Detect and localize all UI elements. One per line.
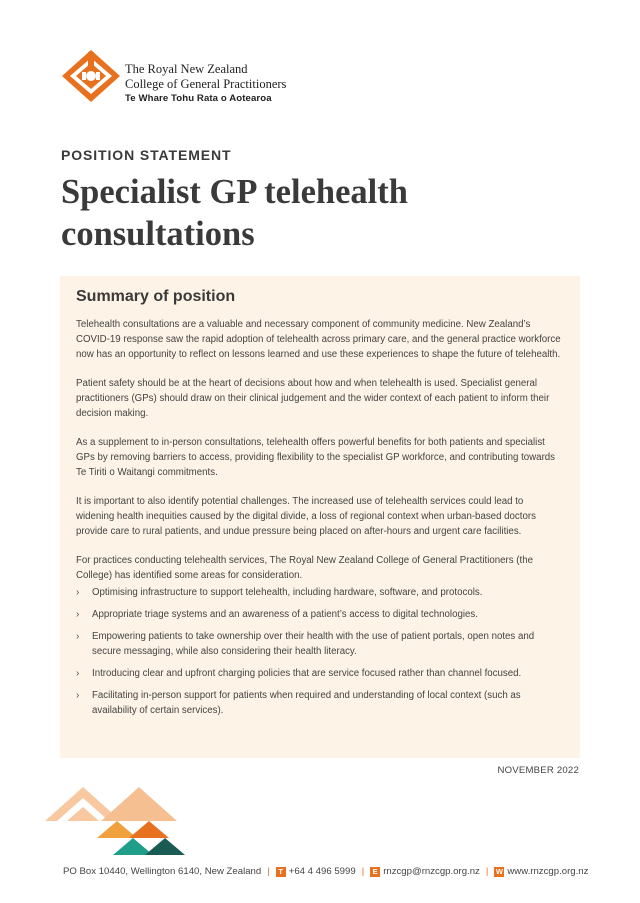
list-item [76, 666, 564, 681]
list-item-text: Optimising infrastructure to support telehealth, including hardware, software, and protocols. [92, 587, 483, 598]
chevron-right-icon: › [76, 631, 80, 642]
footer-separator: | [267, 866, 270, 877]
chevron-right-icon: › [76, 690, 80, 701]
list-item [76, 629, 564, 659]
list-item-text: Facilitating in-person support for patients when required and understanding of local context (such as availability of certain services). [92, 690, 521, 716]
list-item-text: Appropriate triage systems and an awareness of a patient’s access to digital technologies. [92, 609, 478, 620]
document-kicker: POSITION STATEMENT [61, 147, 232, 163]
list-item-text: Empowering patients to take ownership over their health with the use of patient portals, open notes and secure messaging, while also considering their health literacy. [92, 631, 535, 657]
phone-icon: T [276, 867, 286, 877]
list-item [76, 688, 564, 718]
org-name [125, 62, 286, 106]
footer-separator: | [485, 866, 489, 877]
consideration-list [76, 585, 564, 718]
list-item-text: Introducing clear and upfront charging policies that are service focused rather than channel focused. [92, 668, 522, 679]
footer-email-link[interactable]: rnzcgp@rnzcgp.org.nz [383, 866, 480, 877]
summary-heading: Summary of position [76, 288, 236, 305]
footer-separator: | [361, 866, 365, 877]
summary-paragraph: For practices conducting telehealth services, The Royal New Zealand College of General Practitioners (the College) has identified some areas for consideration. [76, 555, 533, 581]
list-item [76, 585, 564, 600]
list-item [76, 607, 564, 622]
footer-phone[interactable]: +64 4 496 5999 [288, 866, 356, 877]
footer-web-link[interactable]: www.rnzcgp.org.nz [507, 866, 589, 877]
email-icon: E [370, 867, 380, 877]
summary-paragraph: Patient safety should be at the heart of decisions about how and when telehealth is used. Specialist general practitioners (GPs) should draw on their clinical judgement and the wider context of each patient to inform their decision making. [76, 378, 550, 419]
footer-contact [63, 866, 589, 877]
org-name-line2: College of General Practitioners [125, 77, 287, 91]
org-name-maori: Te Whare Tohu Rata o Aotearoa [125, 93, 272, 104]
summary-paragraph: Telehealth consultations are a valuable and necessary component of community medicine. New Zealand’s COVID-19 response saw the rapid adoption of telehealth across primary care, and the general practice workforce now has an opportunity to reflect on lessons learned and use these experiences to shape the future of telehealth. [76, 319, 561, 360]
chevron-right-icon: › [76, 609, 80, 620]
publication-date: NOVEMBER 2022 [497, 765, 579, 776]
college-crest-logo [60, 48, 122, 104]
org-name-line1: The Royal New Zealand [125, 62, 248, 76]
summary-panel [60, 276, 580, 758]
document-title: Specialist GP telehealth consultations [61, 173, 408, 253]
mountain-motif-graphic [45, 785, 185, 859]
chevron-right-icon: › [76, 668, 80, 679]
footer-address: PO Box 10440, Wellington 6140, New Zealand [63, 866, 262, 877]
web-icon: W [495, 867, 503, 876]
summary-paragraph: It is important to also identify potential challenges. The increased use of telehealth services could lead to widening health inequities caused by the digital divide, a loss of regional context when urban-based doctors provide care to rural patients, and undue pressure being placed on after-hours and urgent care facilities. [76, 496, 536, 537]
summary-paragraph: As a supplement to in-person consultations, telehealth offers powerful benefits for both patients and specialist GPs by removing barriers to access, providing flexibility to the specialist GP workforce, and contributing towards Te Tiriti o Waitangi commitments. [76, 437, 556, 478]
chevron-right-icon: › [76, 587, 80, 598]
